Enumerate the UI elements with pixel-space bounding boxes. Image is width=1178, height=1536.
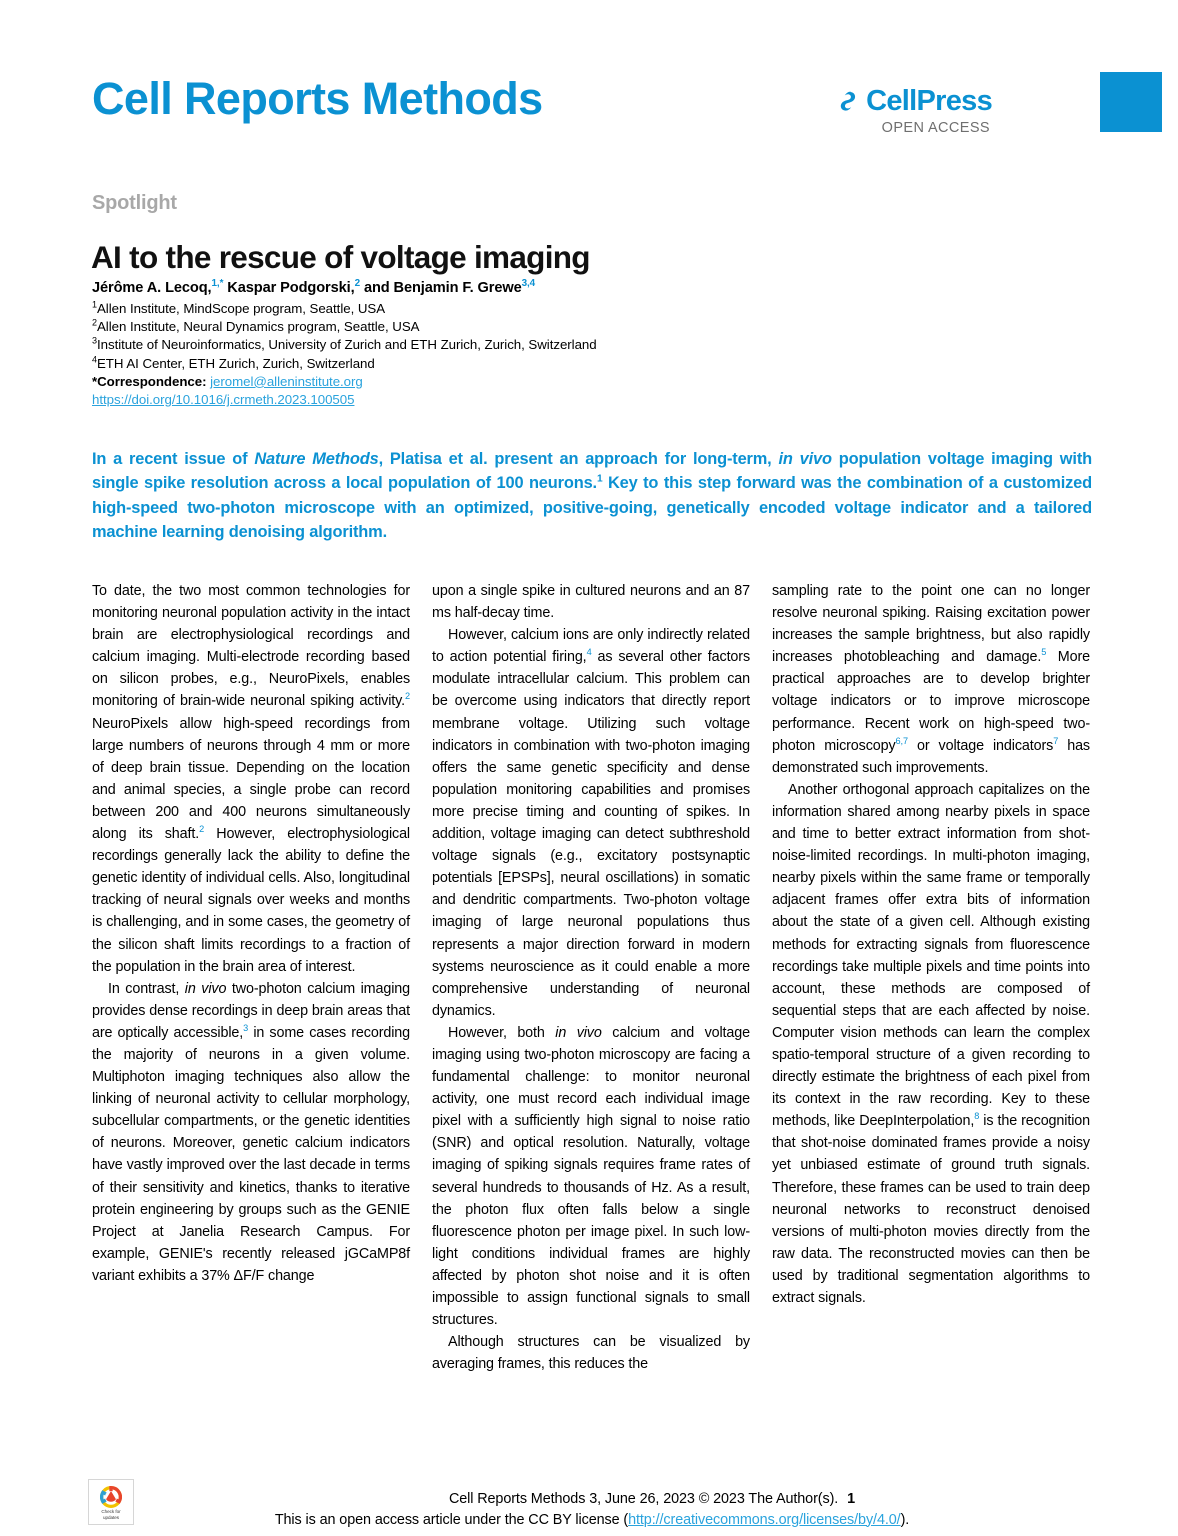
paragraph-text: in some cases recording the majority of neurons in a given volume. Multiphoton imaging techniques also allow the linking of neuronal activity to cellular morphology, subcellular compartments, or the genetic identities of neurons. Moreover, genetic calcium indicators have vastly improved over the last decade in terms of their sensitivity and kinetics, thanks to iterative protein engineering by groups such as the GENIE Project at Janelia Research Campus. For example, GENIE's recently released jGCaMP8f variant exhibits a 37% ΔF/F change — [92, 1024, 410, 1284]
author-2-affil-marker: 2 — [354, 278, 360, 290]
paragraph-text: calcium and voltage imaging using two-photon microscopy are facing a fundamental challenge: to monitor neuronal activity, one must record each individual image pixel with a sufficiently high signal to noise ratio (SNR) and optical resolution. Naturally, voltage imaging of spiking signals requires frame rates of several hundreds to thousands of Hz. As a result, the photon flux often falls below a single fluorescence photon per image pixel. In such low-light conditions individual frames are highly affected by photon shot noise and it is often impossible to assign functional signals to small structures. — [432, 1024, 750, 1329]
affiliation-marker: 4 — [92, 354, 97, 365]
paragraph-text: as several other factors modulate intracellular calcium. This problem can be overcome using indicators that directly report membrane voltage. Utilizing such voltage indicators in combination with two-photon imaging offers the same genetic specificity and dense population monitoring capabilities and promises more precise timing and counting of spikes. In addition, voltage imaging can detect subthreshold voltage signals (e.g., excitatory postsynaptic potentials [EPSPs], neural oscillations) in somatic and dendritic compartments. Two-photon voltage imaging of large neuronal populations thus represents a major direction forward in modern systems neuroscience as it could enable a more comprehensive understanding of neuronal dynamics. — [432, 649, 750, 1019]
correspondence-email-link[interactable]: jeromel@alleninstitute.org — [210, 373, 363, 389]
open-access-label: OPEN ACCESS — [881, 120, 990, 136]
affiliation-text: ETH AI Center, ETH Zurich, Zurich, Switzerland — [96, 355, 375, 371]
correspondence-label: *Correspondence: — [92, 373, 207, 389]
article-teaser — [92, 447, 1092, 545]
cellpress-logo — [834, 86, 992, 136]
affiliation-text: Allen Institute, MindScope program, Seattle, USA — [96, 301, 386, 316]
correspondence-line — [92, 373, 992, 391]
paragraph-text: Another orthogonal approach capitalizes on the information shared among nearby pixels in space and time to better extract information from shot-noise-limited recordings. In multi-photon imaging, nearby pixels within the same frame or temporally adjacent frames offer extra bits of information about the state of a given cell. Although existing methods for extracting signals from fluorescence recordings take multiple pixels and time points into account, these methods are composed of sequential steps that are each affected by noise. Computer vision methods can learn the complex spatio-temporal structure of a given recording to directly estimate the brightness of each pixel from its context in the raw recording. Key to these methods, like DeepInterpolation, — [772, 781, 1090, 1130]
affiliation-text: Institute of Neuroinformatics, University of Zurich and ETH Zurich, Zurich, Switzerland — [96, 337, 597, 353]
paragraph-text: Although structures can be visualized by averaging frames, this reduces the — [432, 1334, 750, 1373]
masthead — [92, 72, 1092, 152]
page-number: 1 — [847, 1491, 856, 1507]
affiliation-item — [92, 355, 992, 373]
reference-marker: 4 — [586, 647, 592, 658]
affiliation-item — [92, 318, 992, 336]
author-1: Jérôme A. Lecoq, — [92, 280, 212, 296]
teaser-part-1: In a recent issue of — [92, 450, 255, 468]
author-2: Kaspar Podgorski, — [223, 280, 355, 296]
teaser-in-vivo: in vivo — [778, 450, 832, 468]
paragraph-text: However, electrophysiological recordings generally lack the ability to define the genetic identity of individual cells. Also, longitudinal tracking of neural signals over weeks and months is challenging, and in some cases, the geometry of the silicon shaft limits recordings to a fraction of the population in the brain area of interest. — [92, 826, 410, 975]
page-title: AI to the rescue of voltage imaging — [91, 239, 590, 276]
crossmark-label-line-1: Check for — [101, 1509, 121, 1515]
crossmark-label-line-2: updates — [103, 1514, 119, 1520]
reference-marker: 2 — [199, 824, 205, 835]
body-column-1 — [92, 580, 410, 1460]
reference-marker: 5 — [1041, 647, 1047, 658]
footer-citation-line — [92, 1489, 1092, 1510]
paragraph — [432, 1331, 750, 1375]
reference-marker: 7 — [1053, 735, 1059, 746]
masthead-blue-square — [1100, 72, 1162, 132]
reference-marker: 2 — [405, 691, 410, 702]
teaser-part-4: Key to this step forward was the combination of a customized high-speed two-photon microscope with an optimized, positive-going, genetically encoded voltage indicator and a tailored machine learning denoising algorithm. — [92, 474, 1092, 542]
reference-marker: 3 — [243, 1023, 249, 1034]
paragraph — [432, 1022, 750, 1331]
footer-citation-text: Cell Reports Methods 3, June 26, 2023 © 2023 The Author(s). — [448, 1491, 839, 1507]
affiliation-item — [92, 300, 992, 318]
teaser-part-2: , Platisa et al. present an approach for long-term, — [378, 450, 779, 468]
paragraph — [432, 580, 750, 624]
paragraph — [92, 580, 410, 978]
paragraph-text: is the recognition that shot-noise dominated frames provide a noisy yet unbiased estimate of ground truth signals. Therefore, these frames can be used to train deep neuronal networks to reconstruct denoised versions of multi-photon movies directly from the raw data. The reconstructed movies can then be used by traditional segmentation algorithms to extract signals. — [772, 1113, 1090, 1306]
paragraph-text: However, calcium ions are only indirectly related to action potential firing, — [432, 627, 750, 666]
paragraph-text: To date, the two most common technologies for monitoring neuronal population activity in the intact brain are electrophysiological recordings and calcium imaging. Multi-electrode recording based on silicon probes, e.g., NeuroPixels, enables monitoring of brain-wide neuronal spiking activity. — [92, 583, 410, 710]
affiliation-item — [92, 336, 992, 354]
emphasis-text: in vivo — [555, 1024, 602, 1041]
paragraph-text: sampling rate to the point one can no longer resolve neuronal spiking. Raising excitation power increases the sample brightness, but also rapidly increases photobleaching and damage. — [772, 583, 1090, 666]
affiliation-marker: 1 — [92, 299, 97, 310]
body-column-2 — [432, 580, 750, 1460]
affiliation-list — [92, 300, 992, 409]
reference-marker: 6,7 — [895, 735, 908, 746]
paragraph — [772, 580, 1090, 779]
emphasis-text: in vivo — [184, 980, 227, 997]
paragraph-text: However, both — [448, 1024, 556, 1041]
cellpress-link-icon — [834, 88, 860, 114]
affiliation-marker: 3 — [92, 335, 97, 346]
license-link[interactable]: http://creativecommons.org/licenses/by/4.0/ — [628, 1511, 901, 1528]
journal-title: Cell Reports Methods — [92, 73, 543, 124]
paragraph-text: or voltage indicators — [907, 737, 1054, 754]
paragraph — [432, 624, 750, 1022]
paragraph-text: In contrast, — [108, 980, 185, 997]
footer-license-text: This is an open access article under the CC BY license ( — [274, 1511, 629, 1528]
author-3-affil-marker: 3,4 — [521, 278, 536, 290]
teaser-journal-name: Nature Methods — [254, 450, 379, 468]
footer-license-suffix: ). — [900, 1511, 910, 1528]
teaser-part-3: population voltage imaging with single spike resolution across a local population of 100 neurons. — [92, 450, 1092, 493]
paragraph-text: NeuroPixels allow high-speed recordings from large numbers of neurons through 4 mm or more of deep brain tissue. Depending on the location and animal species, a single probe can record between 200 and 400 neurons simultaneously along its shaft. — [92, 715, 410, 843]
author-list — [92, 279, 535, 298]
paragraph — [92, 978, 410, 1287]
paragraph-text: More practical approaches are to develop brighter voltage indicators or to improve microscope performance. Recent work on high-speed two-photon microscopy — [772, 649, 1090, 754]
body-column-3 — [772, 580, 1090, 1460]
author-1-affil-marker: 1,* — [211, 278, 224, 290]
paragraph-text: two-photon calcium imaging provides dense recordings in deep brain areas that are optically accessible, — [92, 980, 410, 1041]
author-3: and Benjamin F. Grewe — [359, 280, 522, 296]
affiliation-marker: 2 — [92, 317, 97, 328]
teaser-reference-marker: 1 — [596, 473, 603, 485]
affiliation-text: Allen Institute, Neural Dynamics program, Seattle, USA — [96, 319, 420, 335]
article-body — [92, 580, 1092, 1460]
paragraph — [772, 779, 1090, 1309]
paragraph-text: upon a single spike in cultured neurons and an 87 ms half-decay time. — [432, 583, 750, 622]
footer — [92, 1489, 1092, 1530]
article-kicker: Spotlight — [92, 192, 177, 214]
cellpress-wordmark: CellPress — [866, 85, 992, 117]
doi-link[interactable]: https://doi.org/10.1016/j.crmeth.2023.100505 — [92, 392, 355, 408]
reference-marker: 8 — [974, 1111, 980, 1122]
footer-license-line — [92, 1510, 1092, 1531]
paragraph-text: has demonstrated such improvements. — [772, 737, 1090, 776]
